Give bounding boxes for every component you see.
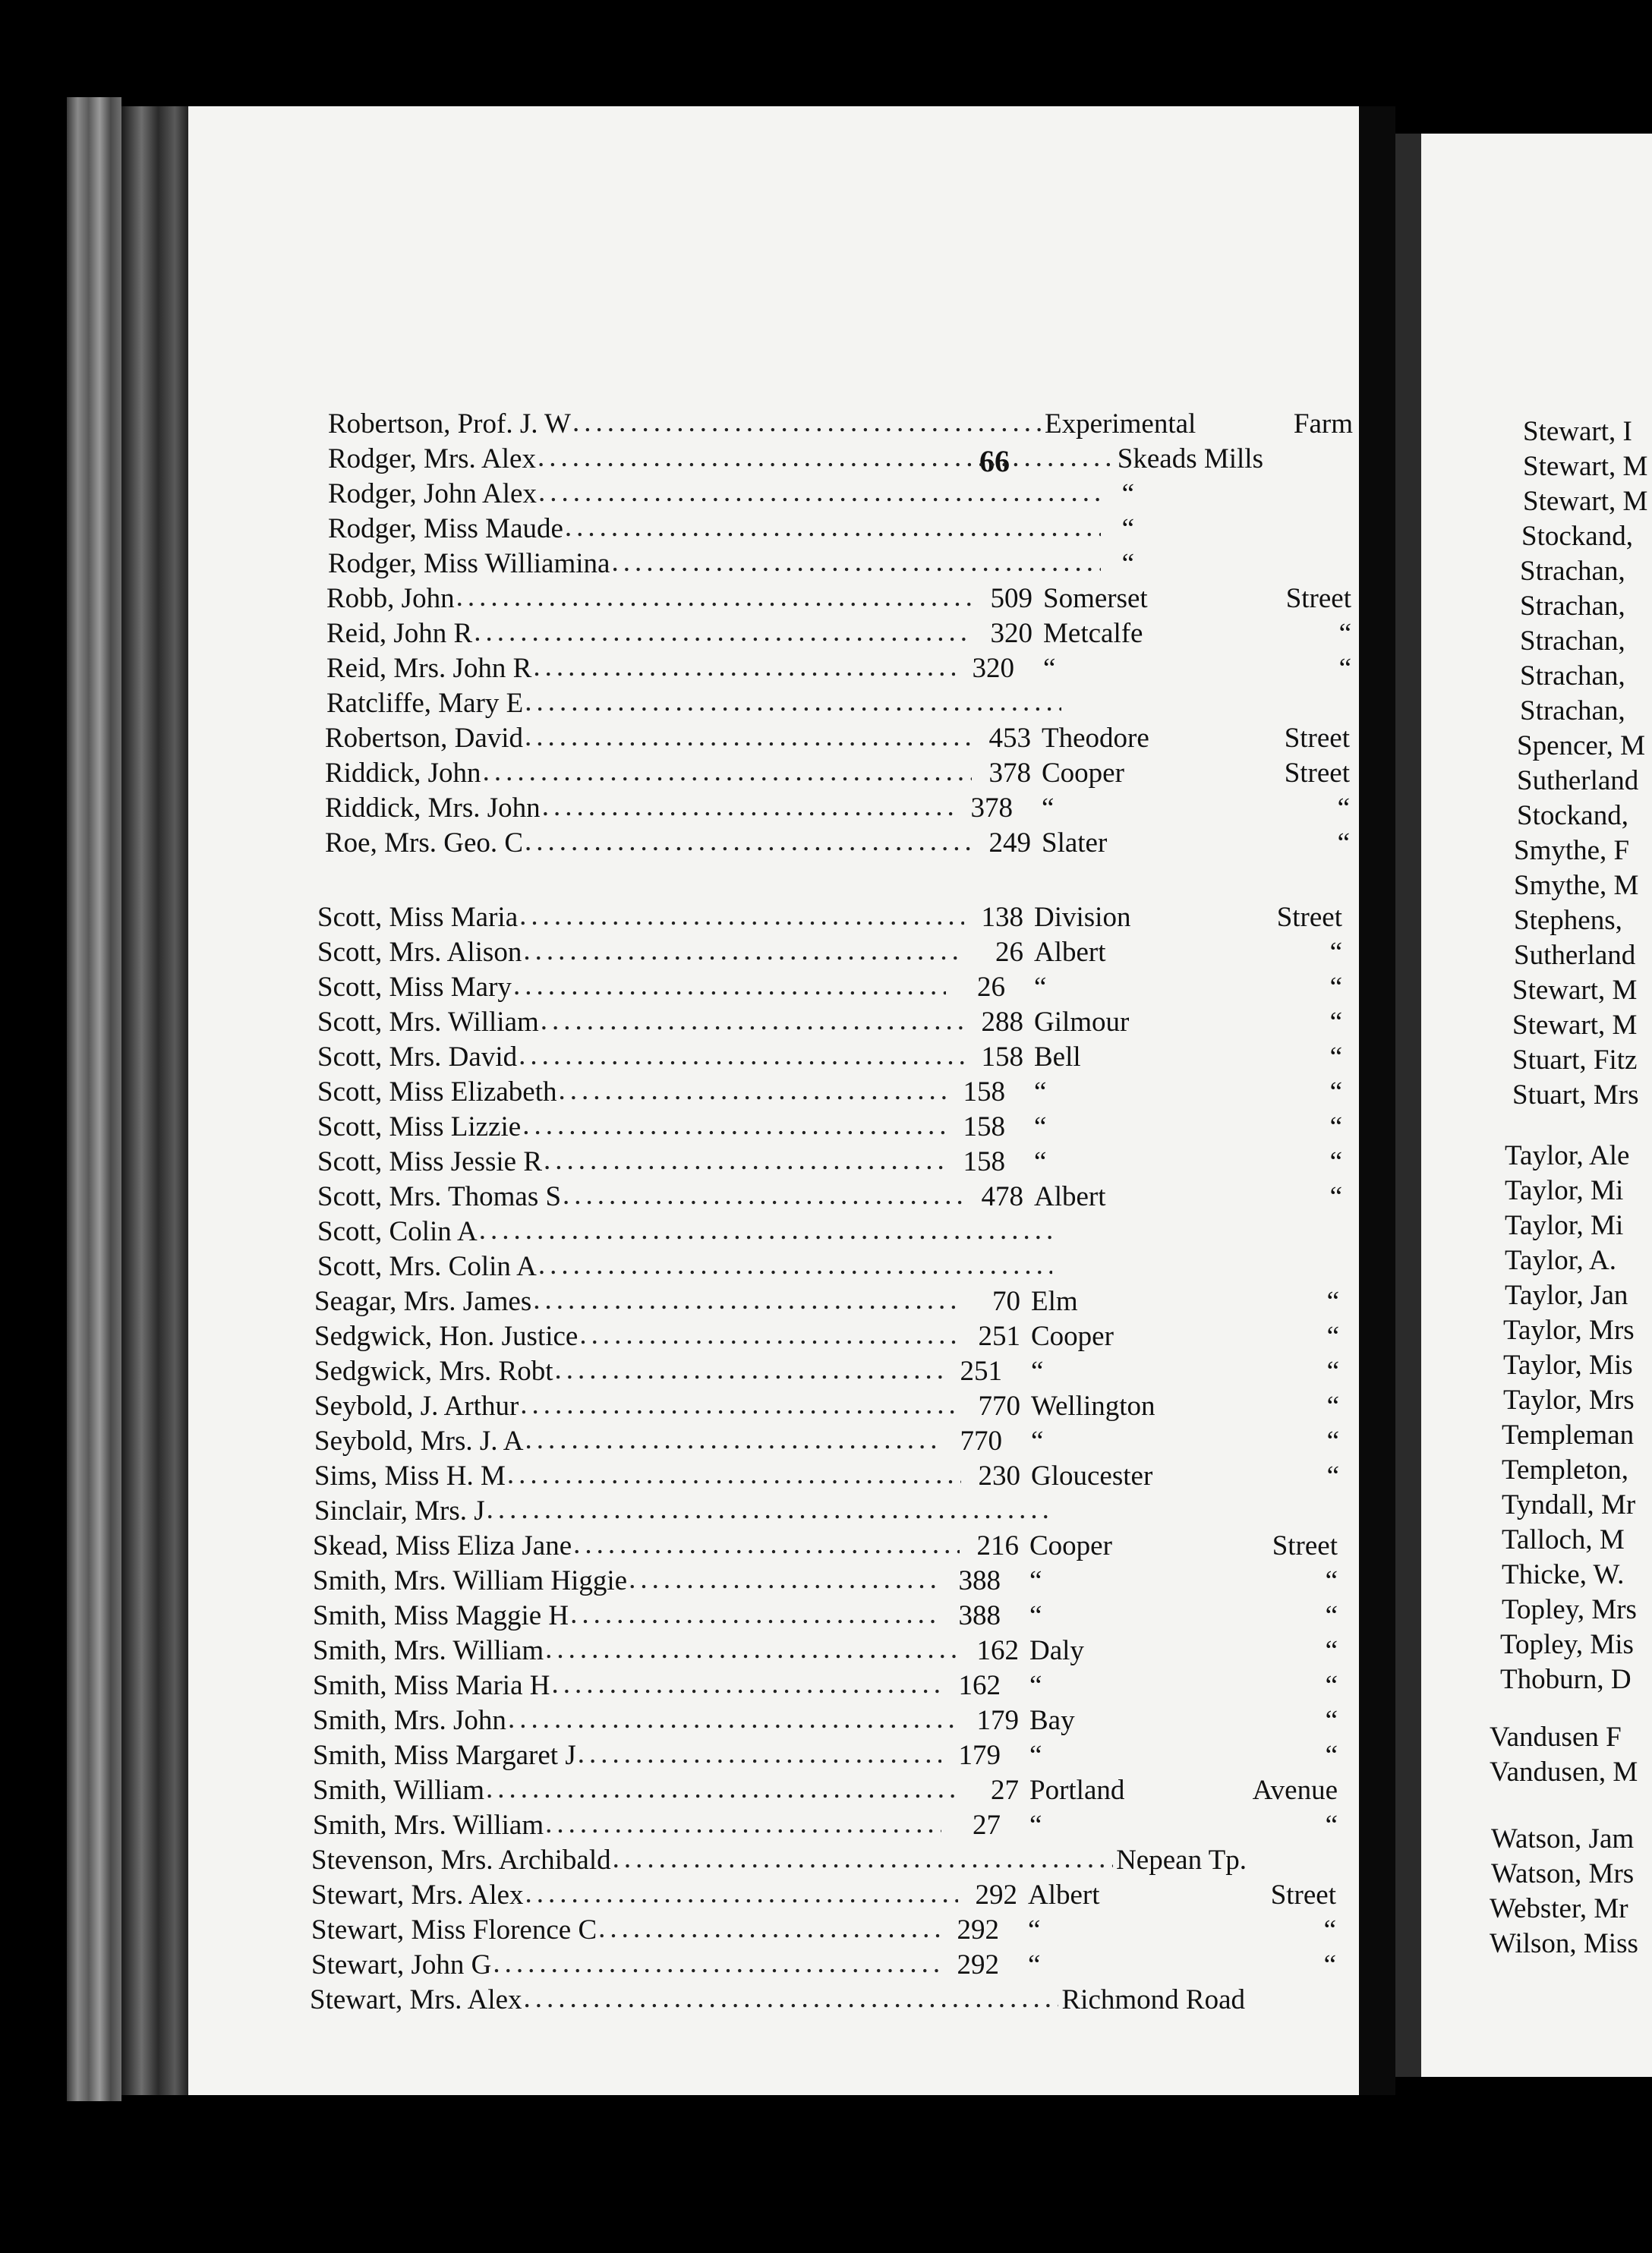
- entry-suffix: “: [1325, 1810, 1338, 1841]
- entry-number: 162: [958, 1670, 1001, 1701]
- directory-entry: [328, 512, 1224, 547]
- entry-suffix: “: [1329, 1041, 1342, 1073]
- entry-number: 162: [976, 1635, 1019, 1666]
- right-page-entry: Templeman: [1502, 1420, 1635, 1451]
- dot-leader: [578, 1737, 941, 1772]
- directory-entry: [317, 1249, 1145, 1284]
- entry-suffix: “: [1326, 1461, 1339, 1492]
- entry-name: Scott, Colin A: [317, 1216, 478, 1247]
- entry-name: Roe, Mrs. Geo. C: [325, 827, 524, 859]
- entry-suffix: “: [1329, 972, 1342, 1003]
- entry-place: “: [1031, 1356, 1044, 1387]
- right-page-entry: Topley, Mis: [1500, 1629, 1634, 1660]
- entry-suffix: “: [1338, 618, 1351, 649]
- entry-suffix: “: [1329, 1007, 1342, 1038]
- entry-number: 138: [981, 902, 1023, 933]
- dot-leader: [525, 685, 1061, 720]
- page-number: 66: [979, 444, 1010, 478]
- entry-name: Riddick, John: [325, 758, 481, 789]
- entry-number: 179: [958, 1740, 1001, 1771]
- right-page-entry: Strachan,: [1520, 591, 1625, 622]
- entry-number: 27: [973, 1810, 1001, 1841]
- book-edge-outer: [67, 97, 121, 2101]
- entry-number: 179: [976, 1705, 1019, 1736]
- dot-leader: [483, 755, 972, 789]
- right-page-entry: Webster, Mr: [1490, 1893, 1628, 1924]
- entry-number: 26: [977, 972, 1005, 1003]
- right-page-entry: Stockand,: [1521, 521, 1633, 552]
- entry-number: 158: [963, 1111, 1005, 1142]
- entry-place: Slater: [1042, 827, 1108, 859]
- entry-place: “: [1029, 1670, 1042, 1701]
- entry-number: 292: [957, 1949, 999, 1980]
- directory-entry: [311, 1843, 1336, 1878]
- right-page-entry: Smythe, F: [1514, 835, 1630, 866]
- entry-number: 388: [958, 1600, 1001, 1631]
- directory-entry: [317, 1040, 1342, 1075]
- dot-leader: [538, 440, 1114, 475]
- entry-place: Richmond Road: [1061, 1984, 1245, 2015]
- directory-entry: [326, 651, 1351, 686]
- entry-name: Seybold, Mrs. J. A: [314, 1426, 524, 1457]
- right-page-entry: Taylor, Ale: [1505, 1140, 1630, 1171]
- directory-entry: [328, 547, 1224, 581]
- directory-entry: [313, 1703, 1338, 1738]
- entry-number: 216: [976, 1530, 1019, 1561]
- entry-place: “: [1121, 478, 1134, 509]
- entry-place: Bell: [1034, 1041, 1081, 1073]
- entry-number: 770: [960, 1426, 1002, 1457]
- right-page-entry: Stewart, M: [1523, 486, 1648, 517]
- entry-number: 478: [981, 1181, 1023, 1212]
- directory-entry: [314, 1459, 1339, 1494]
- dot-leader: [538, 475, 1101, 510]
- entry-name: Rodger, Mrs. Alex: [328, 443, 536, 474]
- dot-leader: [629, 1562, 941, 1597]
- directory-entry: [313, 1808, 1338, 1843]
- entry-place: Daly: [1029, 1635, 1084, 1666]
- entry-place: “: [1042, 792, 1055, 824]
- entry-name: Scott, Mrs. William: [317, 1007, 539, 1038]
- dot-leader: [544, 1143, 946, 1178]
- entry-name: Sinclair, Mrs. J: [314, 1495, 485, 1527]
- right-page: [1421, 134, 1652, 2077]
- entry-name: Stewart, Miss Florence C: [311, 1914, 597, 1946]
- entry-place: Division: [1034, 902, 1131, 933]
- dot-leader: [524, 1981, 1059, 2016]
- entry-place: Albert: [1028, 1880, 1100, 1911]
- entry-name: Seybold, J. Arthur: [314, 1391, 519, 1422]
- entry-number: 388: [958, 1565, 1001, 1596]
- entry-name: Ratcliffe, Mary E: [326, 688, 524, 719]
- right-page-entry: Wilson, Miss: [1490, 1928, 1638, 1959]
- entry-place: Somerset: [1043, 583, 1148, 614]
- right-page-entry: Topley, Mrs: [1502, 1594, 1637, 1625]
- entry-place: Portland: [1029, 1775, 1125, 1806]
- entry-suffix: “: [1326, 1391, 1339, 1422]
- right-page-entry: Taylor, Mi: [1505, 1210, 1624, 1241]
- directory-entry: [313, 1668, 1338, 1703]
- entry-suffix: “: [1326, 1286, 1339, 1317]
- right-page-entry: Stewart, M: [1512, 975, 1638, 1006]
- entry-place: Gilmour: [1034, 1007, 1130, 1038]
- dot-leader: [523, 934, 964, 969]
- right-page-entry: Stuart, Mrs: [1512, 1079, 1639, 1111]
- entry-name: Smith, Miss Maggie H: [313, 1600, 569, 1631]
- entry-place: “: [1029, 1600, 1042, 1631]
- left-page: [188, 106, 1359, 2095]
- entry-suffix: “: [1338, 653, 1351, 684]
- book-gutter-shadow: [1395, 134, 1421, 2077]
- entry-name: Stevenson, Mrs. Archibald: [311, 1845, 611, 1876]
- dot-leader: [479, 1213, 1052, 1248]
- directory-entry: [317, 1075, 1342, 1110]
- directory-entry: [310, 1983, 1335, 2018]
- entry-place: “: [1043, 653, 1056, 684]
- dot-leader: [579, 1318, 961, 1353]
- entry-place: Albert: [1034, 937, 1106, 968]
- entry-name: Smith, Mrs. John: [313, 1705, 506, 1736]
- right-page-entry: Sutherland: [1514, 940, 1636, 971]
- entry-number: 453: [988, 723, 1031, 754]
- entry-suffix: “: [1329, 1146, 1342, 1177]
- right-page-entry: Taylor, Mis: [1503, 1350, 1633, 1381]
- entry-name: Smith, Mrs. William: [313, 1635, 544, 1666]
- dot-leader: [541, 1004, 964, 1038]
- entry-place: “: [1031, 1426, 1044, 1457]
- entry-name: Smith, Miss Margaret J: [313, 1740, 576, 1771]
- directory-entry: [314, 1389, 1339, 1424]
- entry-place: “: [1034, 1111, 1047, 1142]
- entry-name: Rodger, John Alex: [328, 478, 537, 509]
- dot-leader: [545, 1632, 960, 1667]
- right-page-entry: Taylor, Mrs: [1503, 1385, 1635, 1416]
- dot-leader: [525, 720, 972, 755]
- dot-leader: [525, 1423, 943, 1457]
- right-page-entry: Strachan,: [1520, 625, 1625, 657]
- entry-place: “: [1028, 1914, 1041, 1946]
- directory-entry: [313, 1773, 1338, 1808]
- entry-place: “: [1121, 548, 1134, 579]
- directory-entry: [317, 1215, 1145, 1249]
- directory-entry: [328, 477, 1224, 512]
- entry-suffix: “: [1325, 1705, 1338, 1736]
- entry-suffix: “: [1329, 1111, 1342, 1142]
- directory-entry: [326, 616, 1351, 651]
- entry-place: Gloucester: [1031, 1461, 1153, 1492]
- dot-leader: [493, 1946, 940, 1981]
- entry-suffix: Street: [1284, 758, 1350, 789]
- entry-suffix: “: [1325, 1670, 1338, 1701]
- entry-name: Scott, Miss Elizabeth: [317, 1076, 557, 1108]
- dot-leader: [545, 1807, 941, 1842]
- dot-leader: [555, 1353, 944, 1388]
- entry-name: Reid, Mrs. John R: [326, 653, 532, 684]
- entry-suffix: “: [1326, 1426, 1339, 1457]
- entry-place: “: [1029, 1565, 1042, 1596]
- directory-entry: [328, 407, 1353, 442]
- entry-name: Scott, Miss Maria: [317, 902, 519, 933]
- dot-leader: [513, 969, 946, 1004]
- entry-name: Sedgwick, Mrs. Robt: [314, 1356, 553, 1387]
- entry-suffix: Street: [1270, 1880, 1336, 1911]
- entry-number: 158: [981, 1041, 1023, 1073]
- directory-entry: [311, 1878, 1336, 1913]
- entry-name: Scott, Mrs. David: [317, 1041, 518, 1073]
- entry-name: Riddick, Mrs. John: [325, 792, 541, 824]
- dot-leader: [572, 405, 1042, 440]
- entry-number: 26: [995, 937, 1023, 968]
- dot-leader: [474, 615, 973, 650]
- right-page-entry: Taylor, Mrs: [1503, 1315, 1635, 1346]
- directory-entry: [314, 1354, 1339, 1389]
- dot-leader: [519, 899, 964, 934]
- entry-place: Metcalfe: [1043, 618, 1143, 649]
- entry-place: “: [1034, 972, 1047, 1003]
- right-page-entry: Stewart, M: [1523, 451, 1648, 482]
- entry-name: Robb, John: [326, 583, 455, 614]
- entry-suffix: Street: [1276, 902, 1342, 933]
- dot-leader: [613, 1842, 1113, 1876]
- right-page-entry: Stockand,: [1517, 800, 1628, 831]
- entry-place: “: [1121, 513, 1134, 544]
- directory-entry: [311, 1913, 1336, 1948]
- entry-name: Rodger, Miss Williamina: [328, 548, 610, 579]
- directory-entry: [326, 686, 1154, 721]
- right-page-entry: Talloch, M: [1502, 1524, 1625, 1555]
- entry-place: Skeads Mills: [1117, 443, 1263, 474]
- entry-name: Scott, Mrs. Alison: [317, 937, 522, 968]
- entry-name: Smith, Mrs. William: [313, 1810, 544, 1841]
- directory-entry: [328, 442, 1353, 477]
- entry-number: 249: [988, 827, 1031, 859]
- entry-suffix: Avenue: [1252, 1775, 1338, 1806]
- dot-leader: [563, 1178, 964, 1213]
- directory-entry: [317, 1180, 1342, 1215]
- right-page-entry: Templeton,: [1502, 1454, 1628, 1486]
- entry-name: Smith, Mrs. William Higgie: [313, 1565, 628, 1596]
- book-edge-inner: [121, 106, 188, 2095]
- entry-place: “: [1034, 1146, 1047, 1177]
- directory-entry: [325, 756, 1350, 791]
- entry-place: “: [1029, 1810, 1042, 1841]
- dot-leader: [487, 1492, 1049, 1527]
- right-page-entries: [1421, 134, 1652, 2077]
- dot-leader: [542, 789, 954, 824]
- entry-number: 70: [992, 1286, 1020, 1317]
- dot-leader: [519, 1038, 964, 1073]
- right-page-entry: Stewart, I: [1523, 416, 1632, 447]
- right-page-entry: Taylor, Jan: [1505, 1280, 1628, 1311]
- entry-name: Rodger, Miss Maude: [328, 513, 563, 544]
- entry-suffix: “: [1329, 937, 1342, 968]
- entry-name: Reid, John R: [326, 618, 473, 649]
- dot-leader: [570, 1597, 941, 1632]
- entry-suffix: “: [1323, 1914, 1336, 1946]
- right-page-entry: Vandusen, M: [1490, 1757, 1638, 1788]
- entry-number: 158: [963, 1076, 1005, 1108]
- right-page-entry: Watson, Mrs: [1491, 1858, 1635, 1889]
- directory-entry: [317, 1145, 1342, 1180]
- entry-suffix: “: [1325, 1600, 1338, 1631]
- dot-leader: [522, 1108, 946, 1143]
- entry-name: Skead, Miss Eliza Jane: [313, 1530, 572, 1561]
- entry-number: 251: [960, 1356, 1002, 1387]
- dot-leader: [525, 824, 972, 859]
- entry-number: 320: [972, 653, 1014, 684]
- directory-entry: [313, 1599, 1338, 1634]
- right-page-entry: Taylor, Mi: [1505, 1175, 1624, 1206]
- entry-suffix: “: [1337, 827, 1350, 859]
- entry-place: Wellington: [1031, 1391, 1155, 1422]
- entry-number: 378: [988, 758, 1031, 789]
- entry-name: Robertson, David: [325, 723, 524, 754]
- dot-leader: [533, 650, 955, 685]
- directory-entry: [314, 1319, 1339, 1354]
- entry-suffix: “: [1326, 1321, 1339, 1352]
- right-page-entry: Tyndall, Mr: [1502, 1489, 1636, 1520]
- entry-number: 378: [970, 792, 1013, 824]
- entry-place: Nepean Tp.: [1116, 1845, 1247, 1876]
- entry-place: Albert: [1034, 1181, 1106, 1212]
- entry-name: Smith, William: [313, 1775, 485, 1806]
- dot-leader: [507, 1457, 961, 1492]
- entry-name: Robertson, Prof. J. W: [328, 408, 571, 440]
- entry-name: Scott, Mrs. Thomas S: [317, 1181, 562, 1212]
- directory-entry: [325, 826, 1350, 861]
- right-page-entry: Vandusen F: [1490, 1722, 1622, 1753]
- right-page-entry: Stewart, M: [1512, 1010, 1638, 1041]
- directory-entry: [317, 1005, 1342, 1040]
- entry-suffix: “: [1326, 1356, 1339, 1387]
- directory-entry: [313, 1529, 1338, 1564]
- entry-suffix: Street: [1272, 1530, 1338, 1561]
- entry-place: Cooper: [1031, 1321, 1114, 1352]
- entry-suffix: “: [1329, 1076, 1342, 1108]
- entry-suffix: Street: [1284, 723, 1350, 754]
- entry-place: Experimental: [1045, 408, 1196, 440]
- directory-entry: [317, 935, 1342, 970]
- right-page-entry: Smythe, M: [1514, 870, 1639, 901]
- entry-place: Cooper: [1029, 1530, 1112, 1561]
- directory-entry: [313, 1738, 1338, 1773]
- entry-suffix: “: [1325, 1565, 1338, 1596]
- dot-leader: [533, 1283, 961, 1318]
- entry-number: 27: [991, 1775, 1019, 1806]
- entry-name: Smith, Miss Maria H: [313, 1670, 550, 1701]
- right-page-entry: Watson, Jam: [1491, 1823, 1635, 1854]
- entry-name: Stewart, Mrs. Alex: [310, 1984, 522, 2015]
- right-page-entry: Strachan,: [1520, 556, 1625, 587]
- entry-place: Theodore: [1042, 723, 1149, 754]
- directory-entry: [317, 1110, 1342, 1145]
- entry-place: Elm: [1031, 1286, 1078, 1317]
- directory-entry: [313, 1634, 1338, 1668]
- entry-name: Scott, Miss Lizzie: [317, 1111, 522, 1142]
- dot-leader: [538, 1248, 1052, 1283]
- directory-entry: [317, 970, 1342, 1005]
- right-page-entry: Strachan,: [1520, 660, 1625, 692]
- right-page-entry: Stephens,: [1514, 905, 1622, 936]
- right-page-entry: Thicke, W.: [1502, 1559, 1625, 1590]
- directory-entry: [314, 1494, 1142, 1529]
- dot-leader: [551, 1667, 941, 1702]
- directory-entry: [314, 1424, 1339, 1459]
- right-page-entry: Taylor, A.: [1505, 1245, 1616, 1276]
- entry-suffix: “: [1325, 1740, 1338, 1771]
- directory-entry: [313, 1564, 1338, 1599]
- entry-name: Sedgwick, Hon. Justice: [314, 1321, 579, 1352]
- dot-leader: [565, 510, 1101, 545]
- entry-suffix: “: [1337, 792, 1350, 824]
- entry-place: “: [1034, 1076, 1047, 1108]
- directory-entries: [188, 106, 1359, 2095]
- entry-name: Scott, Miss Jessie R: [317, 1146, 543, 1177]
- entry-number: 509: [990, 583, 1032, 614]
- dot-leader: [456, 580, 973, 615]
- right-page-entry: Spencer, M: [1517, 730, 1646, 761]
- entry-place: “: [1028, 1949, 1041, 1980]
- entry-name: Scott, Miss Mary: [317, 972, 512, 1003]
- dot-leader: [611, 545, 1100, 580]
- entry-place: Bay: [1029, 1705, 1075, 1736]
- entry-name: Sims, Miss H. M: [314, 1461, 506, 1492]
- entry-number: 251: [978, 1321, 1020, 1352]
- directory-entry: [311, 1948, 1336, 1983]
- entry-number: 292: [957, 1914, 999, 1946]
- dot-leader: [598, 1911, 940, 1946]
- directory-entry: [314, 1284, 1339, 1319]
- entry-suffix: “: [1329, 1181, 1342, 1212]
- entry-place: “: [1029, 1740, 1042, 1771]
- right-page-entry: Strachan,: [1520, 695, 1625, 726]
- entry-number: 770: [978, 1391, 1020, 1422]
- dot-leader: [486, 1772, 960, 1807]
- directory-entry: [325, 791, 1350, 826]
- entry-number: 320: [990, 618, 1032, 649]
- right-page-entry: Thoburn, D: [1500, 1664, 1632, 1695]
- right-page-entry: Stuart, Fitz: [1512, 1045, 1638, 1076]
- directory-entry: [326, 581, 1351, 616]
- entry-name: Scott, Mrs. Colin A: [317, 1251, 537, 1282]
- dot-leader: [508, 1702, 960, 1737]
- book-gutter: [1359, 106, 1395, 2095]
- dot-leader: [559, 1073, 947, 1108]
- entry-name: Stewart, John G: [311, 1949, 492, 1980]
- entry-name: Seagar, Mrs. James: [314, 1286, 532, 1317]
- dot-leader: [520, 1388, 961, 1423]
- entry-number: 230: [978, 1461, 1020, 1492]
- dot-leader: [573, 1527, 960, 1562]
- entry-suffix: Street: [1285, 583, 1351, 614]
- entry-suffix: Farm: [1293, 408, 1353, 440]
- directory-entry: [317, 900, 1342, 935]
- entry-number: 158: [963, 1146, 1005, 1177]
- entry-suffix: “: [1325, 1635, 1338, 1666]
- right-page-entry: Sutherland: [1517, 765, 1639, 796]
- dot-leader: [525, 1876, 958, 1911]
- entry-number: 292: [975, 1880, 1017, 1911]
- entry-place: Cooper: [1042, 758, 1124, 789]
- entry-suffix: “: [1323, 1949, 1336, 1980]
- entry-number: 288: [981, 1007, 1023, 1038]
- directory-entry: [325, 721, 1350, 756]
- entry-name: Stewart, Mrs. Alex: [311, 1880, 524, 1911]
